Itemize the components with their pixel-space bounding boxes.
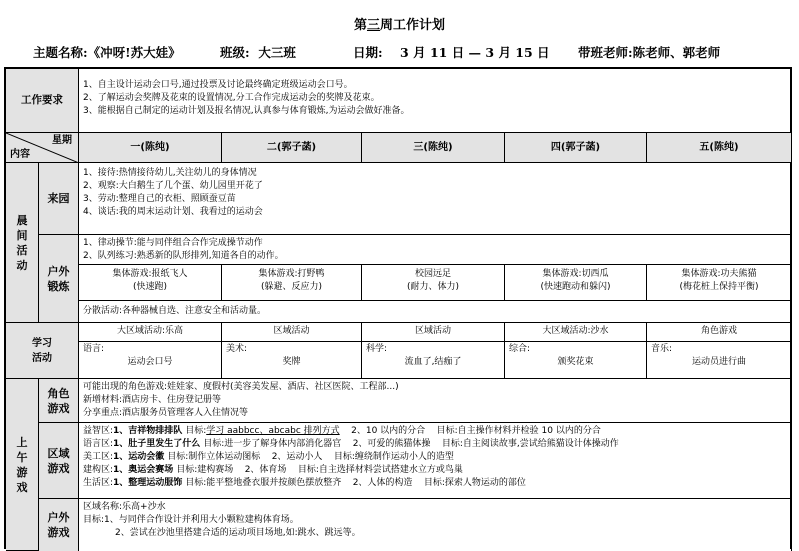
requirements-label: 工作要求 (6, 69, 79, 133)
area-game-label-text: 区域游戏 (47, 446, 70, 475)
outdoor-game-content (79, 499, 792, 551)
study-top-wed: 区域活动 (362, 323, 505, 342)
page-title (0, 14, 799, 33)
study-content: 运动会口号 (127, 357, 173, 367)
study-top-thu: 大区域活动:沙水 (505, 323, 647, 342)
study-subject: 美术: (226, 344, 248, 354)
area-second-activity: 2、体育场 (244, 465, 287, 475)
morning-label-text: 晨间活动 (16, 213, 28, 272)
area-goal: 进一步了解身体内部消化器官 (224, 439, 342, 449)
game-name: 集体游戏:打野鸭 (258, 269, 325, 279)
outdoor-game-line: 区域名称:乐高+沙水 (83, 502, 166, 512)
area-zone: 语言区: (83, 439, 114, 449)
arrival-item: 4、谈话:我的周末运动计划、我看过的运动会 (83, 207, 263, 217)
title-prefix: 第 (353, 18, 367, 33)
header-corner (6, 133, 79, 163)
role-play-content (79, 379, 792, 423)
class-label: 班级: (220, 45, 250, 60)
area-row-construction (83, 464, 787, 477)
outdoor-game-line: 目标:1、与同伴合作设计并利用大小颗粒建构体育场。 (83, 515, 299, 525)
study-content: 颁奖花束 (557, 357, 594, 367)
class-value: 大三班 (258, 45, 296, 60)
week-number: 三 (366, 18, 380, 33)
role-play-line: 分享重点:酒店服务员管理客人入住情况等 (83, 408, 249, 418)
area-second-goal: 目标:自主选择材料尝试搭建水立方或鸟巢 (297, 465, 463, 475)
area-row-art (83, 451, 787, 464)
area-activity: 1、运动会徽 (113, 452, 165, 462)
area-goal: 学习 aabbcc、abcabc 排列方式 (206, 426, 340, 436)
area-second-activity: 2、可爱的熊猫体操 (352, 439, 431, 449)
game-name: 集体游戏:报纸飞人 (112, 269, 188, 279)
game-cell-wed (362, 265, 505, 301)
date-meta (353, 43, 550, 61)
game-name: 校园远足 (414, 269, 451, 279)
class-meta (220, 43, 296, 61)
study-cell-wed (362, 342, 505, 379)
area-second-goal: 目标:自主阅读故事,尝试给熊猫设计体操动作 (441, 439, 619, 449)
requirements-content (79, 69, 792, 133)
game-name: 集体游戏:功夫熊猫 (681, 269, 757, 279)
morning-game-label (6, 379, 39, 551)
study-cell-thu (505, 342, 647, 379)
area-second-goal: 目标:自主操作材料并检验 10 以内的分合 (436, 426, 601, 436)
arrival-label-text: 来园 (47, 192, 70, 205)
area-zone: 益智区: (83, 426, 114, 436)
area-second-goal: 目标:缠绕制作运动小人的造型 (333, 452, 454, 462)
outdoor-game-line: 2、尝试在沙池里搭建合适的运动项目场地,如:跳水、跳远等。 (115, 528, 361, 538)
day-header-tue: 二(郭子菡) (222, 133, 362, 163)
area-activity: 1、吉祥物排排队 (113, 426, 183, 436)
role-play-line: 新增材料:酒店房卡、住房登记册等 (83, 395, 222, 405)
teacher-meta (578, 43, 720, 61)
game-goal: (躲避、反应力) (260, 282, 323, 292)
corner-content-label: 内容 (10, 149, 30, 160)
role-play-label-text: 角色游戏 (47, 386, 70, 415)
area-zone: 美工区: (83, 452, 114, 462)
role-play-line: 可能出现的角色游戏:娃娃家、度假村(美容美发屋、酒店、社区医院、工程部...) (83, 382, 399, 392)
title-suffix: 周工作计划 (380, 18, 446, 33)
area-second-activity: 2、人体的构造 (352, 478, 413, 488)
teacher-label: 带班老师: (578, 45, 633, 60)
area-second-goal: 目标:探索人物运动的部位 (423, 478, 526, 488)
date-label: 日期: (353, 45, 383, 60)
arrival-label (39, 163, 79, 235)
role-play-label (39, 379, 79, 423)
requirement-item: 3、能根据自己制定的运动计划及报名情况,认真参与体育锻炼,为运动会做好准备。 (83, 106, 410, 116)
area-row-life (83, 477, 787, 490)
game-goal: (梅花桩上保持平衡) (679, 282, 759, 292)
study-subject: 音乐: (651, 344, 673, 354)
area-activity: 1、奥运会赛场 (113, 465, 174, 475)
study-subject: 综合: (509, 344, 531, 354)
study-label (6, 323, 79, 379)
plan-table (4, 67, 792, 549)
area-zone: 生活区: (83, 478, 114, 488)
area-goal: 制作立体运动图标 (188, 452, 261, 462)
area-second-activity: 2、10 以内的分合 (351, 426, 426, 436)
study-content: 奖牌 (282, 357, 301, 367)
study-content: 流血了,结痂了 (404, 357, 462, 367)
game-goal: (快速跑) (132, 282, 168, 292)
area-game-content (79, 423, 792, 499)
game-cell-thu (505, 265, 647, 301)
area-goal-label: 目标: (203, 439, 225, 449)
day-header-mon: 一(陈纯) (79, 133, 222, 163)
outdoor-exercise-items (79, 235, 792, 265)
morning-game-label-text: 上午游戏 (16, 435, 28, 494)
area-goal: 建构赛场 (197, 465, 234, 475)
area-activity: 1、肚子里发生了什么 (113, 439, 201, 449)
study-top-tue: 区域活动 (222, 323, 362, 342)
study-subject: 科学: (366, 344, 388, 354)
area-goal: 能平整地叠衣服并按颜色摆放整齐 (206, 478, 342, 488)
area-row-language (83, 438, 787, 451)
morning-label (6, 163, 39, 323)
area-activity: 1、整理运动服饰 (113, 478, 183, 488)
study-subject: 语言: (83, 344, 105, 354)
outdoor-exercise-label (39, 235, 79, 323)
requirement-item: 2、了解运动会奖牌及花束的设置情况,分工合作完成运动会的奖牌及花束。 (83, 93, 380, 103)
area-row-puzzle (83, 425, 787, 438)
area-goal-label: 目标: (167, 452, 189, 462)
area-goal-label: 目标: (185, 426, 207, 436)
corner-weekday-label: 星期 (52, 135, 72, 146)
study-cell-mon (79, 342, 222, 379)
outdoor-exercise-label-text: 户外锻炼 (47, 264, 70, 293)
arrival-content (79, 163, 792, 235)
area-goal-label: 目标: (185, 478, 207, 488)
scattered-activity (79, 301, 792, 323)
game-goal: (耐力、体力) (406, 282, 460, 292)
day-header-fri: 五(陈纯) (647, 133, 792, 163)
game-name: 集体游戏:切西瓜 (542, 269, 609, 279)
day-header-thu: 四(郭子菡) (505, 133, 647, 163)
area-goal-label: 目标: (176, 465, 198, 475)
theme-label: 主题名称: (33, 45, 88, 60)
arrival-item: 1、接待:热情接待幼儿,关注幼儿的身体情况 (83, 168, 257, 178)
theme-value: 《冲呀!苏大娃》 (87, 45, 181, 60)
study-cell-tue (222, 342, 362, 379)
date-value: 3 月 11 日 — 3 月 15 日 (400, 45, 550, 60)
day-header-wed: 三(陈纯) (362, 133, 505, 163)
study-content: 运动员进行曲 (691, 357, 746, 367)
area-game-label (39, 423, 79, 499)
study-top-mon: 大区域活动:乐高 (79, 323, 222, 342)
area-second-activity: 2、运动小人 (271, 452, 323, 462)
game-cell-mon (79, 265, 222, 301)
theme-meta (33, 43, 181, 61)
outdoor-game-label (39, 499, 79, 551)
game-cell-tue (222, 265, 362, 301)
outdoor-exercise-item: 1、律动操节:能与同伴组合合作完成操节动作 (83, 238, 263, 248)
scattered-activity-text: 分散活动:各种器械自选、注意安全和活动量。 (83, 306, 267, 316)
outdoor-exercise-item: 2、队列练习:熟悉新的队形排列,知道各自的动作。 (83, 251, 284, 261)
study-top-fri: 角色游戏 (647, 323, 792, 342)
study-cell-fri (647, 342, 792, 379)
study-label-text: 学习活动 (32, 337, 52, 364)
arrival-item: 2、观察:大白鹅生了几个蛋、幼儿园里开花了 (83, 181, 263, 191)
arrival-item: 3、劳动:整理自己的衣柜、照顾蚕豆苗 (83, 194, 236, 204)
area-zone: 建构区: (83, 465, 114, 475)
outdoor-game-label-text: 户外游戏 (47, 511, 70, 539)
teacher-value: 陈老师、郭老师 (632, 45, 721, 60)
requirement-item: 1、自主设计运动会口号,通过投票及讨论最终确定班级运动会口号。 (83, 80, 353, 90)
game-goal: (快速跑动和躲闪) (540, 282, 611, 292)
game-cell-fri (647, 265, 792, 301)
